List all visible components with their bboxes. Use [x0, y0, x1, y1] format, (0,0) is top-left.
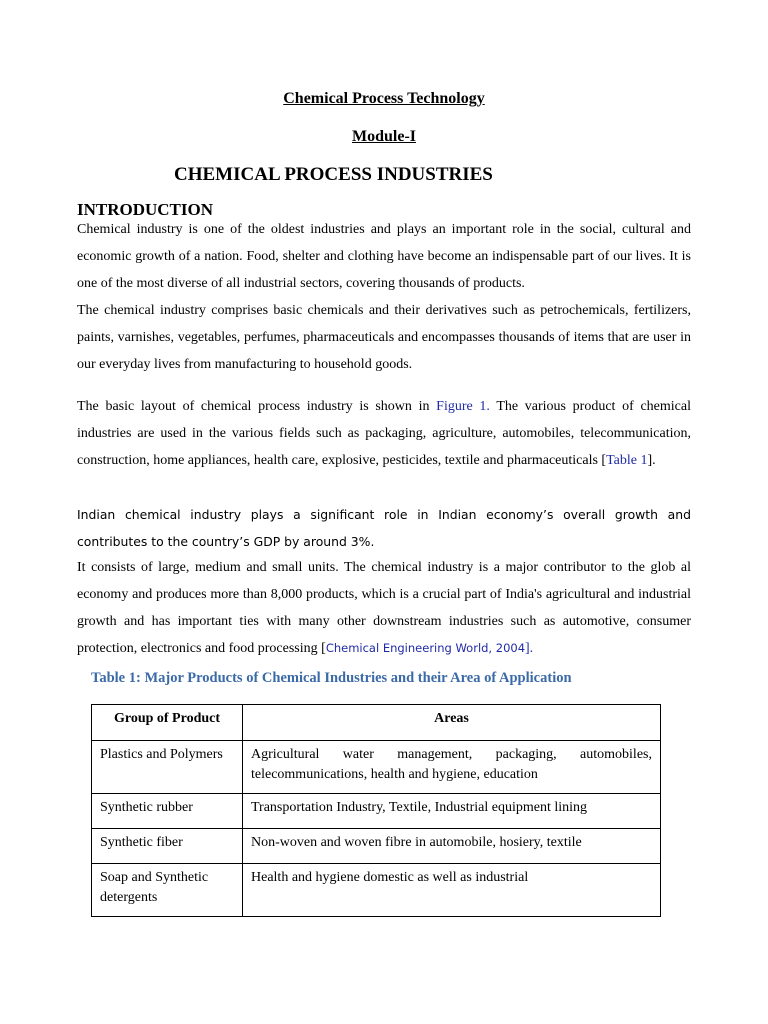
section-heading-introduction: INTRODUCTION	[77, 200, 214, 219]
table-header-row	[92, 705, 661, 741]
products-table	[91, 704, 661, 917]
table-row	[92, 794, 661, 829]
table-1-link[interactable]: Table 1	[606, 453, 648, 468]
figure-1-link[interactable]: Figure 1.	[436, 399, 490, 414]
paragraph-3	[77, 393, 691, 474]
cell-group: Synthetic rubber	[92, 794, 243, 829]
table-caption: Table 1: Major Products of Chemical Industries and their Area of Application	[91, 670, 572, 686]
cell-group: Plastics and Polymers	[92, 741, 243, 794]
cell-areas: Health and hygiene domestic as well as industrial	[243, 864, 661, 917]
cell-group: Soap and Synthetic detergents	[92, 864, 243, 917]
cell-areas: Transportation Industry, Textile, Industrial equipment lining	[243, 794, 661, 829]
paragraph-3-text-b: The various product of chemical industries are used in the various fields such as packaging, agriculture, automobiles, telecommunication, construction, home appliances, health care, explosive, pesticides, textile and pharmaceuticals [	[77, 399, 691, 468]
header-areas: Areas	[243, 705, 661, 741]
header-group-of-product: Group of Product	[92, 705, 243, 741]
paragraph-4: Indian chemical industry plays a significant role in Indian economy’s overall growth and contributes to the country’s GDP by around 3%.	[77, 507, 691, 549]
paragraph-5-text-b: ].	[525, 641, 534, 656]
table-row	[92, 864, 661, 917]
paragraph-1: Chemical industry is one of the oldest industries and plays an important role in the social, cultural and economic growth of a nation. Food, shelter and clothing have become an indispensable part of our lives. It is one of the most diverse of all industrial sectors, covering thousands of products.	[77, 222, 691, 291]
main-heading: CHEMICAL PROCESS INDUSTRIES	[174, 164, 493, 185]
paragraph-3-text-c: ].	[647, 453, 656, 468]
cell-areas: Agricultural water management, packaging, automobiles, telecommunications, health and hygiene, education	[243, 741, 661, 794]
course-title: Chemical Process Technology	[283, 90, 485, 107]
paragraph-5-text-a: It consists of large, medium and small units. The chemical industry is a major contributor to the glob al economy and produces more than 8,000 products, which is a crucial part of India's agricultural and industrial growth and has important ties with many other downstream industries such as automotive, consumer protection, electronics and food processing [	[77, 560, 691, 656]
module-title: Module-I	[352, 128, 416, 145]
citation-link[interactable]: Chemical Engineering World, 2004	[325, 641, 526, 655]
table-row	[92, 829, 661, 864]
cell-areas: Non-woven and woven fibre in automobile, hosiery, textile	[243, 829, 661, 864]
cell-group: Synthetic fiber	[92, 829, 243, 864]
paragraph-3-text-a: The basic layout of chemical process industry is shown in	[77, 399, 437, 414]
paragraph-2: The chemical industry comprises basic chemicals and their derivatives such as petrochemicals, fertilizers, paints, varnishes, vegetables, perfumes, pharmaceuticals and encompasses thousands of items that are user in our everyday lives from manufacturing to household goods.	[77, 303, 691, 372]
table-row	[92, 741, 661, 794]
paragraph-5	[77, 554, 691, 662]
